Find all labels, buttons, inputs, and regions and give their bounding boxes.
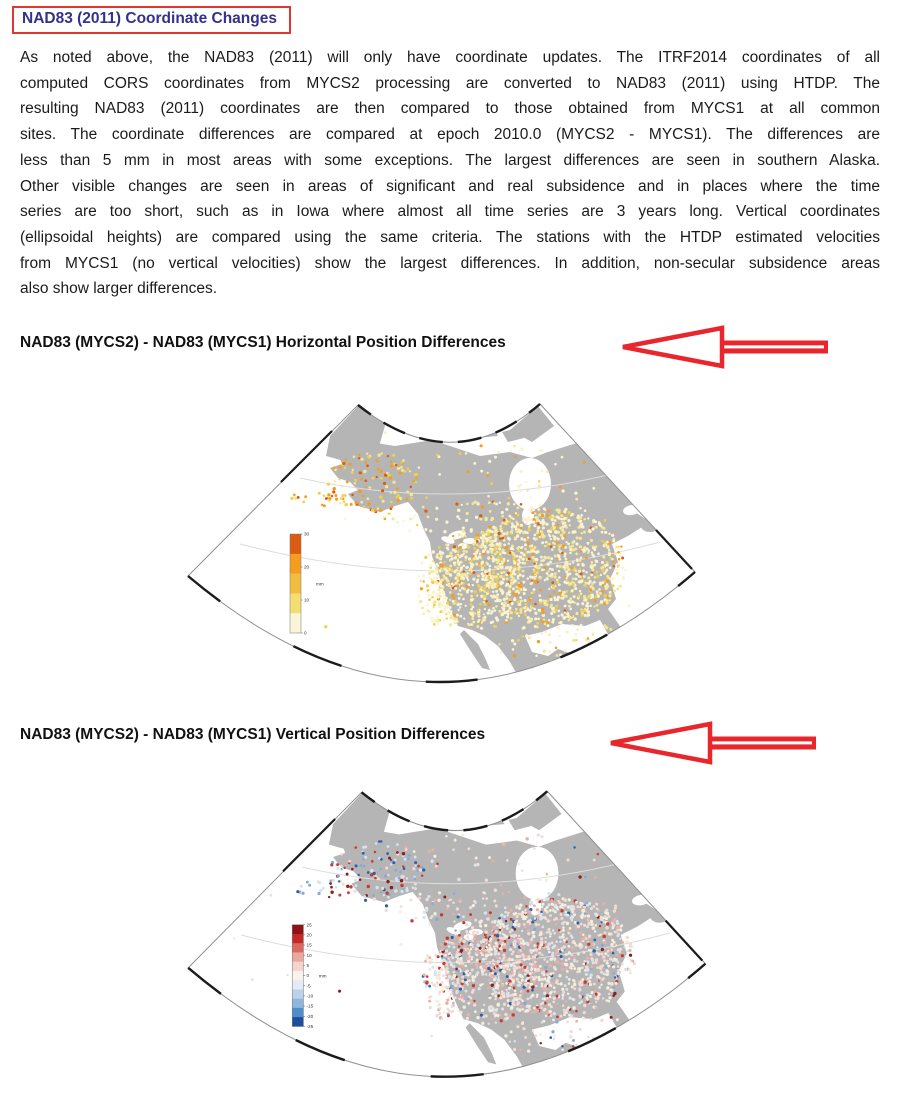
paragraph-line: (ellipsoidal heights) are compared using the same criteria. The stations with the HTDP estimated velocities [20,228,880,246]
svg-text:25: 25 [306,922,312,928]
map-svg [180,394,725,694]
annotation-arrow-left-icon [620,324,855,370]
intro-paragraph [20,45,880,302]
paragraph-line: computed CORS coordinates from MYCS2 processing are converted to NAD83 (2011) using HTDP. The [20,74,880,92]
paragraph-line: also show larger differences. [20,280,218,298]
left-arrow-icon [620,324,855,370]
svg-text:0: 0 [306,973,310,979]
svg-text:10: 10 [306,952,312,958]
page-title-annotation-box [12,6,291,34]
svg-text:15: 15 [306,942,312,948]
vertical-differences-heading-row [20,716,880,762]
svg-text:20: 20 [304,564,310,570]
svg-text:5: 5 [306,963,310,969]
svg-text:20: 20 [306,932,312,938]
paragraph-line: from MYCS1 (no vertical velocities) show the largest differences. In addition, non-secular subsidence areas [20,254,880,272]
map-land-layer [233,793,704,1084]
paragraph-line: As noted above, the NAD83 (2011) will only have coordinate updates. The ITRF2014 coordinates of all [20,49,880,66]
svg-text:10: 10 [304,597,310,603]
svg-text:0: 0 [304,630,307,636]
svg-text:-15: -15 [306,1003,314,1009]
paragraph-line: sites. The coordinate differences are compared at epoch 2010.0 (MYCS2 - MYCS1). The differences are [20,126,880,144]
paragraph-line: less than 5 mm in most areas with some exceptions. The largest differences are seen in southern Alaska. [20,151,880,169]
paragraph-line: Other visible changes are seen in areas of significant and real subsidence and in places where the time [20,177,880,195]
vertical-differences-map [180,781,736,1089]
annotation-arrow-left-icon [608,720,843,766]
svg-text:-25: -25 [306,1024,314,1030]
horizontal-differences-heading-row [20,324,880,370]
vertical-diff-heading: NAD83 (MYCS2) - NAD83 (MYCS1) Vertical Position Differences [20,726,486,744]
left-arrow-icon [608,720,843,766]
paragraph-line: resulting NAD83 (2011) coordinates are then compared to those obtained from MYCS1 at all common [20,100,880,118]
svg-text:-5: -5 [306,983,311,989]
map-svg [180,781,736,1089]
svg-text:-20: -20 [306,1013,314,1019]
horizontal-differences-map [180,394,725,694]
colorbar [292,922,326,1029]
page-title: NAD83 (2011) Coordinate Changes [22,10,277,27]
colorbar [290,532,324,636]
horizontal-diff-heading: NAD83 (MYCS2) - NAD83 (MYCS1) Horizontal Position Differences [20,334,506,352]
paragraph-line: series are too short, such as in Iowa where almost all time series are 3 years long. Vertical coordinates [20,203,880,221]
svg-text:-10: -10 [306,993,314,999]
colorbar-unit-label: mm [318,973,327,979]
map-land-layer [240,406,694,689]
colorbar-unit-label: mm [316,581,324,587]
svg-text:30: 30 [304,531,310,537]
